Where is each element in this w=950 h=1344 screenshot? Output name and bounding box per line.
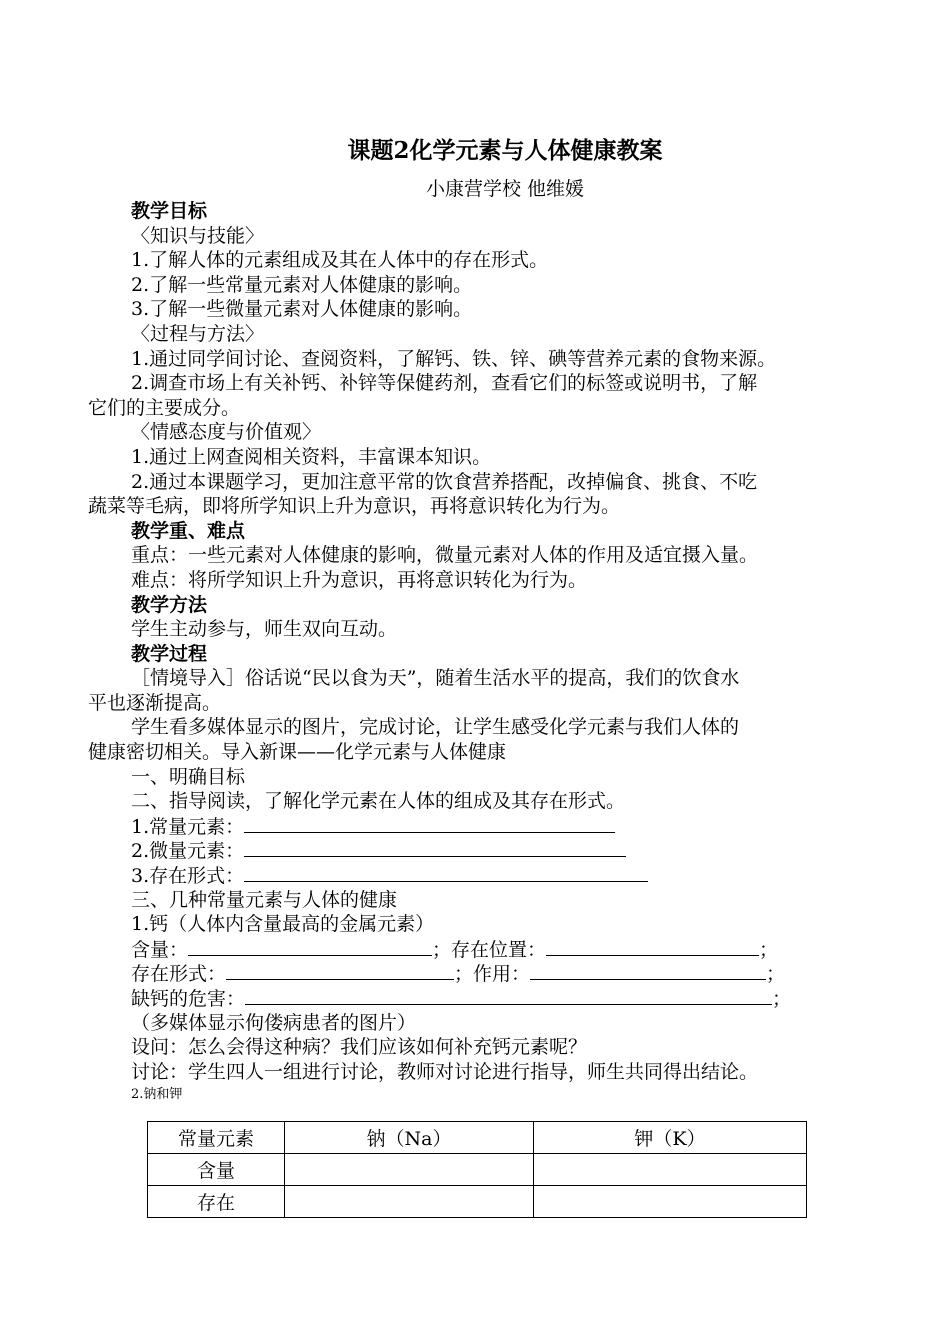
section-heading: 教学目标 [131, 200, 208, 222]
field-label: 3.存在形式： [131, 865, 245, 888]
section-heading: 教学重、难点 [131, 519, 246, 542]
field-label: 含量： [131, 938, 189, 961]
punctuation: ； [772, 988, 792, 1010]
field-label: 1.常量元素： [131, 815, 245, 838]
fill-in-blank [244, 863, 648, 882]
subheading: 〈情感态度与价值观〉 [131, 421, 322, 444]
paragraph: 重点：一些元素对人体健康的影响，微量元素对人体的作用及适宜摄入量。 [131, 544, 759, 567]
table-cell: 存在 [148, 1186, 285, 1218]
paragraph: 1.通过上网查阅相关资料，丰富课本知识。 [131, 445, 492, 468]
field-label: 缺钙的危害： [131, 988, 246, 1010]
punctuation: ； [759, 938, 779, 961]
paragraph-continued: 它们的主要成分。 [88, 396, 241, 419]
document-body [88, 199, 848, 1106]
paragraph: 学生主动参与，师生双向互动。 [131, 618, 398, 641]
fill-in-line [88, 814, 848, 839]
table-cell [534, 1154, 807, 1186]
table-row [148, 1154, 807, 1186]
table-cell [285, 1154, 534, 1186]
fill-in-blank [245, 986, 772, 1005]
paragraph: （多媒体显示佝偻病患者的图片） [131, 1011, 417, 1034]
fill-in-line [88, 838, 848, 863]
fill-in-line [88, 863, 848, 888]
field-label: ；存在位置： [432, 938, 547, 961]
fill-in-blank [546, 937, 759, 956]
fill-in-line [88, 961, 848, 986]
paragraph: 2.调查市场上有关补钙、补锌等保健药剂，查看它们的标签或说明书，了解 [131, 372, 758, 395]
paragraph: 讨论：学生四人一组进行讨论，教师对讨论进行指导，师生共同得出结论。 [131, 1060, 759, 1083]
paragraph: 2.通过本课题学习，更加注意平常的饮食营养搭配，改掉偏食、挑食、不吃 [131, 470, 758, 493]
paragraph: 二、指导阅读，了解化学元素在人体的组成及其存在形式。 [131, 790, 626, 813]
fill-in-blank [530, 961, 766, 980]
paragraph: 3.了解一些微量元素对人体健康的影响。 [131, 298, 473, 321]
paragraph: 一、明确目标 [131, 765, 246, 788]
section-heading: 教学方法 [131, 593, 208, 616]
section-heading: 教学过程 [131, 642, 208, 665]
paragraph: 难点：将所学知识上升为意识，再将意识转化为行为。 [131, 568, 588, 591]
paragraph: 1.通过同学间讨论、查阅资料，了解钙、铁、锌、碘等营养元素的食物来源。 [131, 347, 777, 370]
paragraph: 学生看多媒体显示的图片，完成讨论，让学生感受化学元素与我们人体的 [131, 716, 740, 739]
fill-in-line [88, 937, 848, 962]
paragraph-continued: 蔬菜等毛病，即将所学知识上升为意识，再将意识转化为行为。 [88, 495, 621, 518]
field-label: 2.微量元素： [131, 840, 245, 863]
fill-in-blank [244, 838, 626, 857]
table-header-cell: 钾（K） [534, 1122, 807, 1154]
table-header-cell: 常量元素 [148, 1122, 285, 1154]
paragraph: 1.钙（人体内含量最高的金属元素） [131, 913, 435, 936]
table-row [148, 1186, 807, 1218]
table-caption: 2.钠和钾 [131, 1087, 183, 1103]
table-cell: 含量 [148, 1154, 285, 1186]
fill-in-blank [226, 961, 454, 980]
table-cell [285, 1186, 534, 1218]
paragraph: 1.了解人体的元素组成及其在人体中的存在形式。 [131, 249, 549, 272]
field-label: ；作用： [454, 963, 531, 986]
fill-in-blank [188, 937, 432, 956]
punctuation: ； [766, 963, 786, 986]
field-label: 存在形式： [131, 963, 227, 986]
document-title: 课题2化学元素与人体健康教案 [347, 137, 663, 164]
table-cell [534, 1186, 807, 1218]
subheading: 〈知识与技能〉 [131, 224, 265, 247]
paragraph-continued: 平也逐渐提高。 [88, 691, 222, 714]
subheading: 〈过程与方法〉 [131, 322, 265, 345]
paragraph: 三、几种常量元素与人体的健康 [131, 888, 398, 911]
fill-in-line [88, 986, 848, 1011]
author-line: 小康营学校 他维媛 [425, 178, 585, 200]
paragraph-continued: 健康密切相关。导入新课——化学元素与人体健康 [88, 741, 507, 764]
table-header-cell: 钠（Na） [285, 1122, 534, 1154]
paragraph: 设问：怎么会得这种病？我们应该如何补充钙元素呢？ [131, 1036, 588, 1059]
element-table [147, 1121, 807, 1218]
paragraph: 2.了解一些常量元素对人体健康的影响。 [131, 273, 473, 296]
paragraph: ［情境导入］俗话说“民以食为天”，随着生活水平的提高，我们的饮食水 [131, 667, 740, 690]
fill-in-blank [244, 814, 615, 833]
table-header-row [148, 1122, 807, 1154]
